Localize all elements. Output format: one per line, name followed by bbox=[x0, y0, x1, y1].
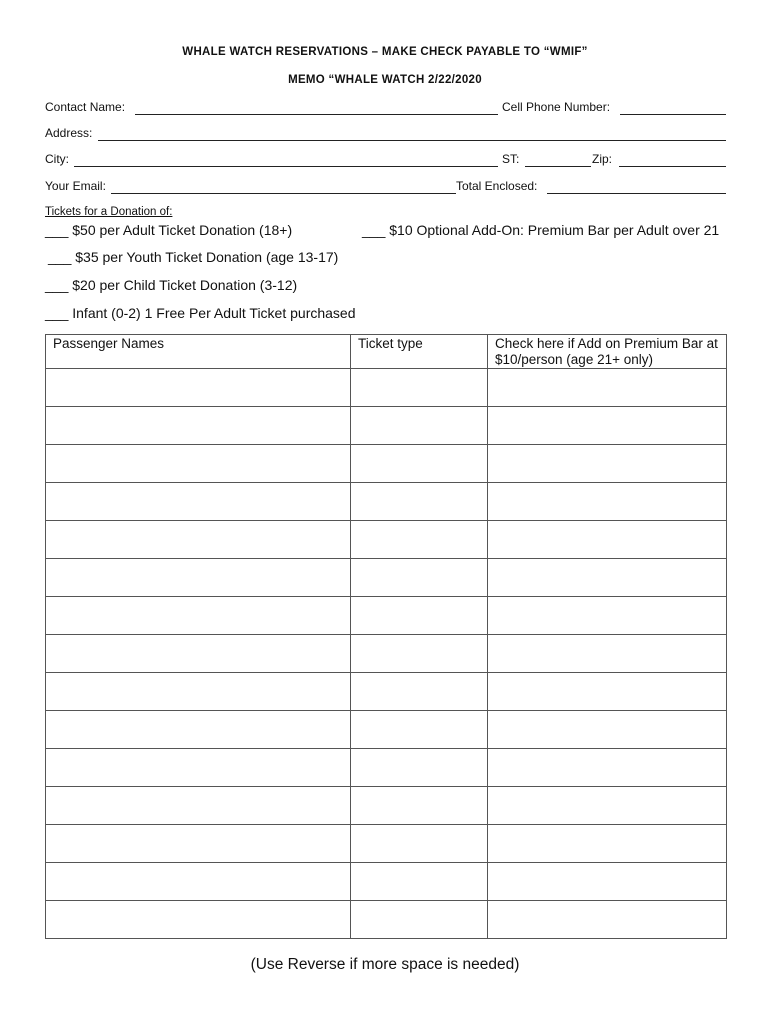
memo-line: MEMO “WHALE WATCH 2/22/2020 bbox=[288, 74, 482, 86]
ticket-type-cell[interactable] bbox=[351, 635, 488, 673]
address-label: Address: bbox=[45, 126, 93, 140]
child-ticket-option[interactable]: ___ $20 per Child Ticket Donation (3-12) bbox=[45, 277, 298, 293]
ticket-type-cell[interactable] bbox=[351, 597, 488, 635]
ticket-type-cell[interactable] bbox=[351, 825, 488, 863]
form-title: WHALE WATCH RESERVATIONS – MAKE CHECK PAYABLE TO “WMIF” bbox=[182, 46, 588, 58]
ticket-type-cell[interactable] bbox=[351, 901, 488, 939]
passenger-name-cell[interactable] bbox=[46, 483, 351, 521]
table-row bbox=[46, 673, 727, 711]
premium-bar-cell[interactable] bbox=[488, 673, 727, 711]
table-row bbox=[46, 483, 727, 521]
zip-label: Zip: bbox=[592, 152, 613, 166]
table-row bbox=[46, 825, 727, 863]
total-enclosed-field[interactable] bbox=[547, 193, 726, 194]
ticket-type-cell[interactable] bbox=[351, 369, 488, 407]
state-field[interactable] bbox=[525, 166, 591, 167]
address-field[interactable] bbox=[98, 140, 726, 141]
table-row bbox=[46, 369, 727, 407]
column-header-ticket-type: Ticket type bbox=[351, 335, 488, 369]
premium-bar-cell[interactable] bbox=[488, 483, 727, 521]
column-header-premium-bar: Check here if Add on Premium Bar at $10/person (age 21+ only) bbox=[488, 335, 727, 369]
premium-bar-cell[interactable] bbox=[488, 445, 727, 483]
passenger-name-cell[interactable] bbox=[46, 597, 351, 635]
cell-phone-label: Cell Phone Number: bbox=[502, 100, 611, 114]
passenger-name-cell[interactable] bbox=[46, 673, 351, 711]
premium-bar-cell[interactable] bbox=[488, 749, 727, 787]
passenger-name-cell[interactable] bbox=[46, 711, 351, 749]
adult-ticket-option[interactable]: ___ $50 per Adult Ticket Donation (18+) bbox=[45, 222, 293, 238]
table-row bbox=[46, 521, 727, 559]
passenger-name-cell[interactable] bbox=[46, 521, 351, 559]
premium-bar-cell[interactable] bbox=[488, 787, 727, 825]
ticket-type-cell[interactable] bbox=[351, 787, 488, 825]
passenger-name-cell[interactable] bbox=[46, 825, 351, 863]
passenger-name-cell[interactable] bbox=[46, 559, 351, 597]
footer-note: (Use Reverse if more space is needed) bbox=[250, 956, 520, 973]
premium-bar-addon-option[interactable]: ___ $10 Optional Add-On: Premium Bar per Adult over 21 bbox=[362, 222, 720, 238]
premium-bar-cell[interactable] bbox=[488, 825, 727, 863]
cell-phone-field[interactable] bbox=[620, 114, 726, 115]
ticket-type-cell[interactable] bbox=[351, 749, 488, 787]
passenger-name-cell[interactable] bbox=[46, 635, 351, 673]
premium-bar-cell[interactable] bbox=[488, 711, 727, 749]
youth-ticket-option[interactable]: ___ $35 per Youth Ticket Donation (age 13-17) bbox=[48, 249, 339, 265]
premium-bar-cell[interactable] bbox=[488, 635, 727, 673]
table-row bbox=[46, 749, 727, 787]
passenger-name-cell[interactable] bbox=[46, 787, 351, 825]
state-label: ST: bbox=[502, 152, 520, 166]
premium-bar-cell[interactable] bbox=[488, 863, 727, 901]
premium-bar-cell[interactable] bbox=[488, 559, 727, 597]
ticket-type-cell[interactable] bbox=[351, 521, 488, 559]
premium-bar-cell[interactable] bbox=[488, 369, 727, 407]
passenger-name-cell[interactable] bbox=[46, 749, 351, 787]
ticket-type-cell[interactable] bbox=[351, 711, 488, 749]
table-row bbox=[46, 597, 727, 635]
table-row bbox=[46, 901, 727, 939]
table-header-row bbox=[46, 335, 727, 369]
table-row bbox=[46, 559, 727, 597]
table-row bbox=[46, 863, 727, 901]
city-label: City: bbox=[45, 152, 69, 166]
city-field[interactable] bbox=[74, 166, 498, 167]
ticket-type-cell[interactable] bbox=[351, 483, 488, 521]
passenger-table bbox=[45, 334, 727, 939]
ticket-type-cell[interactable] bbox=[351, 445, 488, 483]
passenger-name-cell[interactable] bbox=[46, 445, 351, 483]
table-row bbox=[46, 635, 727, 673]
passenger-name-cell[interactable] bbox=[46, 407, 351, 445]
premium-bar-cell[interactable] bbox=[488, 521, 727, 559]
zip-field[interactable] bbox=[619, 166, 726, 167]
contact-name-field[interactable] bbox=[135, 114, 498, 115]
infant-ticket-option[interactable]: ___ Infant (0-2) 1 Free Per Adult Ticket purchased bbox=[45, 305, 356, 321]
premium-bar-cell[interactable] bbox=[488, 407, 727, 445]
email-label: Your Email: bbox=[45, 179, 106, 193]
contact-name-label: Contact Name: bbox=[45, 100, 126, 114]
ticket-type-cell[interactable] bbox=[351, 673, 488, 711]
email-field[interactable] bbox=[111, 193, 456, 194]
table-row bbox=[46, 787, 727, 825]
table-row bbox=[46, 711, 727, 749]
passenger-name-cell[interactable] bbox=[46, 369, 351, 407]
table-row bbox=[46, 445, 727, 483]
passenger-name-cell[interactable] bbox=[46, 901, 351, 939]
premium-bar-cell[interactable] bbox=[488, 597, 727, 635]
total-enclosed-label: Total Enclosed: bbox=[456, 179, 538, 193]
column-header-passenger-names: Passenger Names bbox=[46, 335, 351, 369]
table-row bbox=[46, 407, 727, 445]
ticket-type-cell[interactable] bbox=[351, 559, 488, 597]
ticket-type-cell[interactable] bbox=[351, 863, 488, 901]
premium-bar-cell[interactable] bbox=[488, 901, 727, 939]
passenger-name-cell[interactable] bbox=[46, 863, 351, 901]
tickets-heading: Tickets for a Donation of: bbox=[45, 206, 173, 218]
ticket-type-cell[interactable] bbox=[351, 407, 488, 445]
